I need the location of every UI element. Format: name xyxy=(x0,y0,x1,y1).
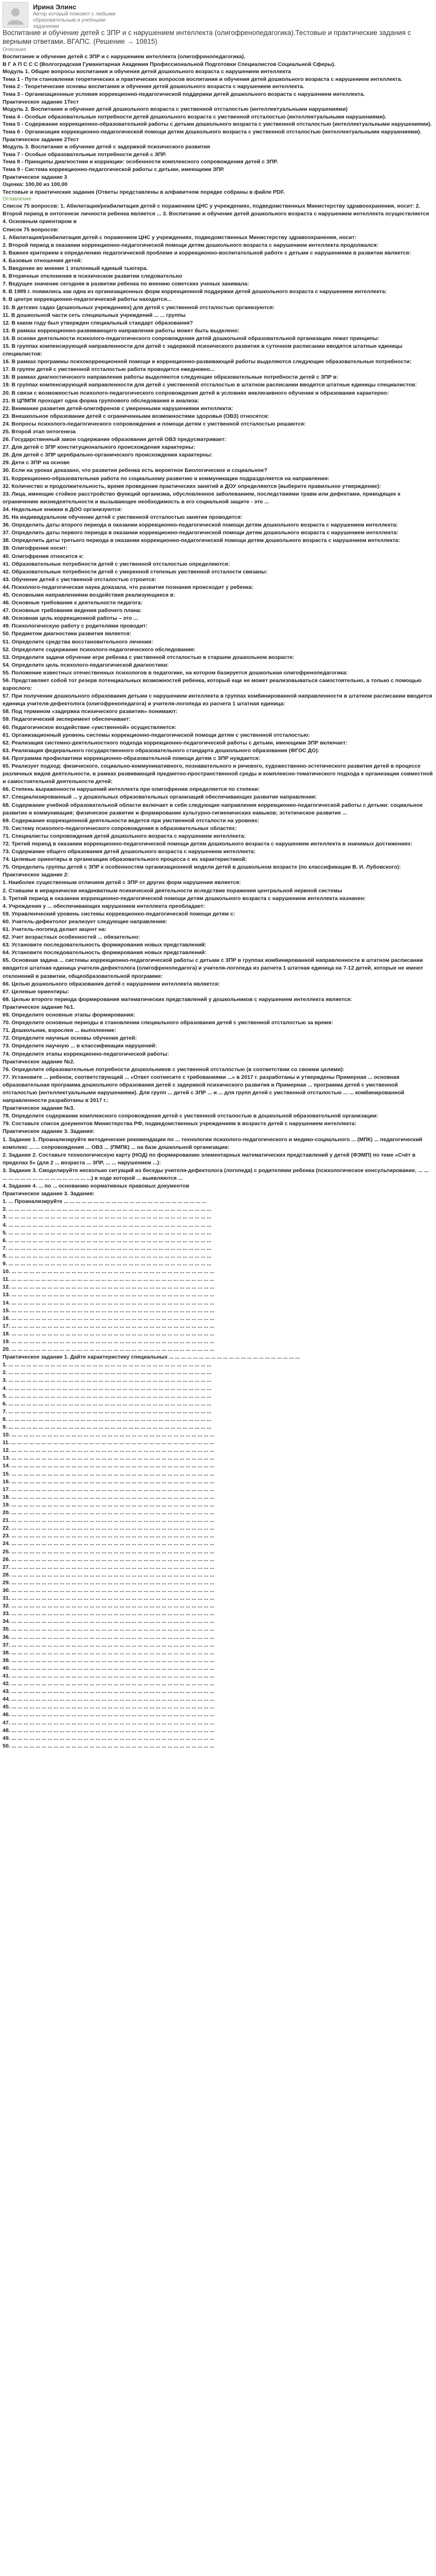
user-silhouette-icon xyxy=(6,5,25,25)
content-line: 24. ... ... ... ... ... ... ... ... ... ... ... ... ... ... ... ... ... ... ... ... ... ... ... ... ... ... ... ... ... ... ... ... ... ... xyxy=(3,1540,215,1547)
content-line: 56. Представляет собой тот резерв потенциальных возможностей ребенка, который еще не может реализовываться самостоятельно, а только с помощью взрослого: xyxy=(3,677,422,692)
content-line: 73. Содержание общего образования детей дошкольного возраста с нарушением интеллекта: xyxy=(3,849,256,855)
content-line: 3. Важнее критерием к определению педагогической проблеме и коррекционно-воспитательной работе с детьми с нарушениями в развитии является: xyxy=(3,249,411,256)
content-line: 58. Под термином «задержка психического развития» понимают: xyxy=(3,708,178,715)
author-description: Автор который поможет с любыми образовательным и учебными заданиями xyxy=(33,11,116,29)
content-line: 25. Второй этап онтогенеза xyxy=(3,429,76,435)
description-line: Тема 7 - Особые образовательные потребности детей с ЗПР. xyxy=(3,151,166,158)
content-section xyxy=(3,202,433,1750)
content-line: 7. ... ... ... ... ... ... ... ... ... ... ... ... ... ... ... ... ... ... ... ... ... ... ... ... ... ... ... ... ... ... ... ... ... ... xyxy=(3,1245,212,1251)
content-line: 17. В группе детей с умственной отсталостью работа проводится ежедневно... xyxy=(3,366,215,373)
content-line: 69. Определите основные этапы формирования: xyxy=(3,1012,135,1019)
content-line: 47. ... ... ... ... ... ... ... ... ... ... ... ... ... ... ... ... ... ... ... ... ... ... ... ... ... ... ... ... ... ... ... ... ... ... xyxy=(3,1719,215,1726)
content-line: 65. Основная задача ... системы коррекционно-педагогической работы с детьми с ЗПР в группах комбинированной направленности в штатном расписании вводится штатная единица учителя-дефектолога (олигофренопедагога) и учителя-логопеда из расчета 1 штатная единица на 7-12 детей, которые не имеют отклонений в развитии, общеобразовательной программе: xyxy=(3,957,424,979)
content-line: 8. ... ... ... ... ... ... ... ... ... ... ... ... ... ... ... ... ... ... ... ... ... ... ... ... ... ... ... ... ... ... ... ... ... ... xyxy=(3,1416,212,1422)
content-line: 48. ... ... ... ... ... ... ... ... ... ... ... ... ... ... ... ... ... ... ... ... ... ... ... ... ... ... ... ... ... ... ... ... ... ... xyxy=(3,1727,215,1734)
content-line: 68. Содержание учебной образовательной области включает в себя следующие направления коррекционно-педагогической работы с детьми: социальное развитие и коммуникация; физическое развитие и формирование культурно-гигиенических навыков; эстетическое развитие ... xyxy=(3,802,423,816)
content-line: 28. ... ... ... ... ... ... ... ... ... ... ... ... ... ... ... ... ... ... ... ... ... ... ... ... ... ... ... ... ... ... ... ... ... ... xyxy=(3,1571,215,1578)
content-line: 14. В основе деятельности психолого-педагогического сопровождения детей дошкольной образовательной организации лежат принципы: xyxy=(3,335,379,342)
content-line: Практическое задание №2. xyxy=(3,1058,75,1065)
content-line: 13. ... ... ... ... ... ... ... ... ... ... ... ... ... ... ... ... ... ... ... ... ... ... ... ... ... ... ... ... ... ... ... ... ... ... xyxy=(3,1455,215,1462)
content-line: 32. ... ... ... ... ... ... ... ... ... ... ... ... ... ... ... ... ... ... ... ... ... ... ... ... ... ... ... ... ... ... ... ... ... ... xyxy=(3,1603,215,1609)
content-line: 11. ... ... ... ... ... ... ... ... ... ... ... ... ... ... ... ... ... ... ... ... ... ... ... ... ... ... ... ... ... ... ... ... ... ... xyxy=(3,1439,214,1446)
content-line: 60. Педагогическое воздействие «умственной» осуществляется: xyxy=(3,724,177,731)
content-line: 33. Лица, имеющие стойкое расстройство функций организма, обусловленное заболеванием, последствиями травм или дефектами, приводящее к ограничению жизнедеятельности и вызывающее необходимость в его социальной защите - это ... xyxy=(3,490,400,505)
content-line: 73. Определите научную ... в классификации нарушений: xyxy=(3,1043,157,1049)
content-line: 17. ... ... ... ... ... ... ... ... ... ... ... ... ... ... ... ... ... ... ... ... ... ... ... ... ... ... ... ... ... ... ... ... ... ... xyxy=(3,1486,215,1493)
content-line: 66. Степень выраженности нарушений интеллекта при олигофрении определяется по степени: xyxy=(3,786,260,793)
description-line: Модуль 2. Воспитание и обучение детей дошкольного возраста с умственной отсталостью (интеллектуальными нарушениями) xyxy=(3,106,348,113)
content-line: 18. ... ... ... ... ... ... ... ... ... ... ... ... ... ... ... ... ... ... ... ... ... ... ... ... ... ... ... ... ... ... ... ... ... ... xyxy=(3,1494,215,1500)
content-line: 20. В связи с возможностью психолого-педагогического сопровождения детей в условиях инклюзивного обучения и образования характерно: xyxy=(3,389,389,396)
content-line: 71. Специалисты сопровождения детей дошкольного возраста с нарушением интеллекта: xyxy=(3,833,246,839)
content-line: 9. В центре коррекционно-педагогической работы находится... xyxy=(3,296,171,303)
content-line: 3. ... ... ... ... ... ... ... ... ... ... ... ... ... ... ... ... ... ... ... ... ... ... ... ... ... ... ... ... ... ... ... ... ... ... xyxy=(3,1377,212,1384)
content-line: 54. Определите цель психолого-педагогической диагностики: xyxy=(3,662,169,668)
toc-label: Оглавление xyxy=(3,196,31,202)
author-info xyxy=(33,2,123,30)
content-line: 23. ... ... ... ... ... ... ... ... ... ... ... ... ... ... ... ... ... ... ... ... ... ... ... ... ... ... ... ... ... ... ... ... ... ... xyxy=(3,1533,215,1539)
content-line: 50. ... ... ... ... ... ... ... ... ... ... ... ... ... ... ... ... ... ... ... ... ... ... ... ... ... ... ... ... ... ... ... ... ... ... xyxy=(3,1742,215,1749)
content-line: 19. В группах компенсирующей направленности для детей с умственной отсталостью в штатном расписании вводятся штатные единицы специалистов: xyxy=(3,382,417,388)
content-line: 67. Целевые ориентиры: xyxy=(3,988,69,995)
content-line: 37. ... ... ... ... ... ... ... ... ... ... ... ... ... ... ... ... ... ... ... ... ... ... ... ... ... ... ... ... ... ... ... ... ... ... xyxy=(3,1641,215,1648)
content-line: 74. Целевые ориентиры в организации образовательного процесса с их характеристикой: xyxy=(3,856,247,863)
content-line: 72. Третий период в оказании коррекционно-педагогической помощи детям дошкольного возраста с нарушением интеллекта в значимых достижениях: xyxy=(3,840,413,847)
content-line: 36. ... ... ... ... ... ... ... ... ... ... ... ... ... ... ... ... ... ... ... ... ... ... ... ... ... ... ... ... ... ... ... ... ... ... xyxy=(3,1634,215,1640)
content-line: 37. Определить даты первого периода в оказании коррекционно-педагогической помощи детям дошкольного возраста с нарушением интеллекта: xyxy=(3,530,398,536)
content-line: 61. Организационный уровень системы коррекционно-педагогической помощи детям с умственной отсталостью: xyxy=(3,732,310,738)
content-line: 69. Содержание коррекционной деятельности ведется при умственной отсталости на уровнях: xyxy=(3,817,259,824)
content-line: 52. Определите содержание психолого-педагогического обследования: xyxy=(3,646,196,653)
content-line: 3. Третий период в оказании коррекционно-педагогической помощи детям дошкольного возраста с нарушением интеллекта назначен: xyxy=(3,895,366,902)
content-line: 44. Психолого-педагогическая наука доказала, что развитие познания происходит у ребенка: xyxy=(3,584,254,590)
content-line: 11. В дошкольной части сеть специальных учреждений ... ... группы xyxy=(3,312,186,318)
content-line: 13. ... ... ... ... ... ... ... ... ... ... ... ... ... ... ... ... ... ... ... ... ... ... ... ... ... ... ... ... ... ... ... ... ... ... xyxy=(3,1292,215,1298)
content-line: 55. Положение известных отечественных психологов в педагогике, на котором базируется дошкольная олигофренопедагогика: xyxy=(3,669,348,676)
content-line: 18. ... ... ... ... ... ... ... ... ... ... ... ... ... ... ... ... ... ... ... ... ... ... ... ... ... ... ... ... ... ... ... ... ... ... xyxy=(3,1330,215,1337)
description-line: Тема 1 - Пути становления теоретических и практических вопросов воспитания и обучения детей дошкольного возраста с нарушением интеллекта. xyxy=(3,76,403,82)
content-line: 63. Реализация федерального государственного образовательного стандарта дошкольного образования (ФГОС ДО): xyxy=(3,747,320,754)
content-line: 33. ... ... ... ... ... ... ... ... ... ... ... ... ... ... ... ... ... ... ... ... ... ... ... ... ... ... ... ... ... ... ... ... ... ... xyxy=(3,1611,215,1617)
content-line: 4. ... ... ... ... ... ... ... ... ... ... ... ... ... ... ... ... ... ... ... ... ... ... ... ... ... ... ... ... ... ... ... ... ... ... xyxy=(3,1385,212,1392)
content-line: 1. ... Проанализируйте ... ... ... ... ... ... ... ... ... ... ... ... ... ... ... ... ... ... ... ... ... ... ... ... xyxy=(3,1198,207,1205)
content-line: 76. Определите образовательные потребности дошкольников с умственной отсталостью (в соответствии со своими целями): xyxy=(3,1066,345,1073)
content-line: 53. Определите задачи обучение игре ребенка с умственной отсталостью в старшем дошкольном возрасте: xyxy=(3,654,294,660)
content-line: 26. ... ... ... ... ... ... ... ... ... ... ... ... ... ... ... ... ... ... ... ... ... ... ... ... ... ... ... ... ... ... ... ... ... ... xyxy=(3,1556,215,1563)
content-line: 32. Количество и продолжительность, время проведения практических занятий в ДОУ определяются (выберите правильное утверждение): xyxy=(3,483,381,489)
content-line: 6. ... ... ... ... ... ... ... ... ... ... ... ... ... ... ... ... ... ... ... ... ... ... ... ... ... ... ... ... ... ... ... ... ... ... xyxy=(3,1237,212,1244)
content-line: 16. ... ... ... ... ... ... ... ... ... ... ... ... ... ... ... ... ... ... ... ... ... ... ... ... ... ... ... ... ... ... ... ... ... ... xyxy=(3,1478,215,1485)
content-line: 10. ... ... ... ... ... ... ... ... ... ... ... ... ... ... ... ... ... ... ... ... ... ... ... ... ... ... ... ... ... ... ... ... ... ... xyxy=(3,1268,215,1275)
description-line: Тема 2 - Теоретические основы воспитания и обучения детей дошкольного возраста с нарушением интеллекта. xyxy=(3,83,304,90)
content-line: 15. ... ... ... ... ... ... ... ... ... ... ... ... ... ... ... ... ... ... ... ... ... ... ... ... ... ... ... ... ... ... ... ... ... ... xyxy=(3,1307,215,1314)
content-line: Список 75 вопросов: xyxy=(3,226,59,233)
content-line: 27. ... ... ... ... ... ... ... ... ... ... ... ... ... ... ... ... ... ... ... ... ... ... ... ... ... ... ... ... ... ... ... ... ... ... xyxy=(3,1564,215,1570)
content-line: 35. На индивидуальном обучении детей с умственной отсталостью занятия проводятся: xyxy=(3,514,242,521)
content-line: 40. Олигофрения относится к: xyxy=(3,553,84,560)
content-line: 17. ... ... ... ... ... ... ... ... ... ... ... ... ... ... ... ... ... ... ... ... ... ... ... ... ... ... ... ... ... ... ... ... ... ... xyxy=(3,1323,215,1329)
content-line: 40. ... ... ... ... ... ... ... ... ... ... ... ... ... ... ... ... ... ... ... ... ... ... ... ... ... ... ... ... ... ... ... ... ... ... xyxy=(3,1665,215,1671)
content-line: 15. ... ... ... ... ... ... ... ... ... ... ... ... ... ... ... ... ... ... ... ... ... ... ... ... ... ... ... ... ... ... ... ... ... ... xyxy=(3,1470,215,1477)
description-line: Тема 4 - Особые образовательные потребности детей дошкольного возраста с умственной отсталостью (интеллектуальными нарушениями). xyxy=(3,113,387,120)
content-line: 38. ... ... ... ... ... ... ... ... ... ... ... ... ... ... ... ... ... ... ... ... ... ... ... ... ... ... ... ... ... ... ... ... ... ... xyxy=(3,1649,215,1656)
content-line: 31. Коррекционно-образовательная работа по социальному развитию и коммуникации подразделяется на направления: xyxy=(3,475,329,482)
content-line: 36. Определить даты второго периода в оказании коррекционно-педагогической помощи детям дошкольного возраста с нарушением интеллекта: xyxy=(3,522,398,529)
content-line: 7. Ведущее значение сегодняя в развитии ребенка по мнению советских ученых занимала: xyxy=(3,281,249,287)
description-line: Воспитание и обучение детей с ЗПР и с нарушением интеллекта (олигофренопедагогика). xyxy=(3,54,246,60)
content-line: 62. Реализация системно-деятельностного подхода коррекционно-педагогической работы с детьми, имеющими ЗПР включает: xyxy=(3,739,347,746)
content-line: 5. ... ... ... ... ... ... ... ... ... ... ... ... ... ... ... ... ... ... ... ... ... ... ... ... ... ... ... ... ... ... ... ... ... ... xyxy=(3,1229,212,1236)
content-line: 59. Управленческий уровень системы коррекционно-педагогической помощи детям с: xyxy=(3,910,235,917)
content-line: 27. Для детей с ЗПР конституционального происхождения характерны: xyxy=(3,444,196,451)
content-line: 2. Ставшим в иерархически неадекватным психической деятельности вследствие поражения центральной нервной системы xyxy=(3,887,342,894)
content-line: 7. ... ... ... ... ... ... ... ... ... ... ... ... ... ... ... ... ... ... ... ... ... ... ... ... ... ... ... ... ... ... ... ... ... ... xyxy=(3,1408,212,1415)
description-line: Модуль 3. Воспитание и обучение детей с задержкой психического развития xyxy=(3,144,211,150)
description-line: Практическое задание 1Тест xyxy=(3,98,79,105)
content-line: 20. ... ... ... ... ... ... ... ... ... ... ... ... ... ... ... ... ... ... ... ... ... ... ... ... ... ... ... ... ... ... ... ... ... ... xyxy=(3,1346,215,1353)
content-line: 41. Образовательные потребности детей с умственной отсталостью определяются: xyxy=(3,561,230,567)
content-line: 50. Предметом диагностики развития является: xyxy=(3,631,131,637)
content-line: 4. Учреждения у ... обеспечивающих нарушением интеллекта преобладает: xyxy=(3,903,205,909)
content-line: 71. Дошкольник, взрослея ... выполнение: xyxy=(3,1027,116,1034)
content-line: 10. ... ... ... ... ... ... ... ... ... ... ... ... ... ... ... ... ... ... ... ... ... ... ... ... ... ... ... ... ... ... ... ... ... ... xyxy=(3,1432,215,1438)
content-line: 18. В рамках диагностического направления работы выделяются следующие образовательные потребности детей с ЗПР в: xyxy=(3,374,339,381)
description-line: Тема 6 - Организация коррекционно-педагогической помощи детям дошкольного возраста с умственной отсталостью (интеллектуальными нарушениями). xyxy=(3,128,422,135)
content-line: 12. ... ... ... ... ... ... ... ... ... ... ... ... ... ... ... ... ... ... ... ... ... ... ... ... ... ... ... ... ... ... ... ... ... ... xyxy=(3,1447,215,1454)
content-line: 8. В 1989 г. появились как одна из организационных форм коррекционной поддержки детей дошкольного возраста с нарушением интеллекта: xyxy=(3,289,387,295)
description-section xyxy=(3,53,433,196)
description-line: Оценка: 100,00 из 100,00 xyxy=(3,181,68,188)
content-line: Практическое задание 1. Дайте характеристику специальных ... ... ... ... ... ... ... ... ... ... ... ... ... ... ... ... ... ... ... ... ... ... xyxy=(3,1354,300,1361)
content-line: 74. Определите этапы коррекционно-педагогической работы: xyxy=(3,1050,169,1057)
content-line: 42. ... ... ... ... ... ... ... ... ... ... ... ... ... ... ... ... ... ... ... ... ... ... ... ... ... ... ... ... ... ... ... ... ... ... xyxy=(3,1681,215,1687)
content-line: 16. В рамках программы психокоррекционной помощи и коррекционно-развивающей работы выделяются следующие образовательные потребности: xyxy=(3,359,412,365)
description-line: Тема 8 - Принципы диагностики и коррекции: особенности комплексного сопровождения детей с ЗПР. xyxy=(3,159,278,165)
content-line: Практическое задание 3. Задания: xyxy=(3,1191,95,1197)
description-label: Описание xyxy=(3,47,27,53)
content-line: 14. ... ... ... ... ... ... ... ... ... ... ... ... ... ... ... ... ... ... ... ... ... ... ... ... ... ... ... ... ... ... ... ... ... ... xyxy=(3,1299,215,1306)
content-line: 35. ... ... ... ... ... ... ... ... ... ... ... ... ... ... ... ... ... ... ... ... ... ... ... ... ... ... ... ... ... ... ... ... ... ... xyxy=(3,1626,215,1633)
content-line: 43. Обучение детей с умственной отсталостью строится: xyxy=(3,576,156,583)
content-line: 47. Основные требования ведения рабочего плана: xyxy=(3,607,142,614)
avatar[interactable] xyxy=(3,2,28,28)
description-line: Тестовые и практические задания (Ответы представлены в алфавитном порядке собраны в файле PDF. xyxy=(3,189,285,195)
content-line: 45. Основными направлениями воздействия реализующиеся в: xyxy=(3,591,176,598)
content-line: 22. Внимание развития детей-олигофренов с умеренными нарушениями интеллекта: xyxy=(3,405,233,412)
description-line: В Г А П С С С (Волгоградская Гуманитарная Академия Профессиональной Подготовки Специалистов Социальной Сферы). xyxy=(3,61,336,67)
content-line: 9. ... ... ... ... ... ... ... ... ... ... ... ... ... ... ... ... ... ... ... ... ... ... ... ... ... ... ... ... ... ... ... ... ... ... xyxy=(3,1261,212,1267)
content-line: 6. Вторичные отклонения в психическом развитии следовательно xyxy=(3,273,183,280)
content-line: 72. Определите научные основы обучения детей: xyxy=(3,1035,137,1042)
content-line: 26. Государственный закон содержание образования детей ОВЗ предусматривает: xyxy=(3,436,226,443)
content-line: 21. В ЦПМПК проходит одна форма группового обследования и анализа: xyxy=(3,397,199,404)
content-line: 16. ... ... ... ... ... ... ... ... ... ... ... ... ... ... ... ... ... ... ... ... ... ... ... ... ... ... ... ... ... ... ... ... ... ... xyxy=(3,1315,215,1321)
content-line: 12. ... ... ... ... ... ... ... ... ... ... ... ... ... ... ... ... ... ... ... ... ... ... ... ... ... ... ... ... ... ... ... ... ... ... xyxy=(3,1284,215,1291)
content-line: 43. ... ... ... ... ... ... ... ... ... ... ... ... ... ... ... ... ... ... ... ... ... ... ... ... ... ... ... ... ... ... ... ... ... ... xyxy=(3,1688,215,1695)
content-line: 11. ... ... ... ... ... ... ... ... ... ... ... ... ... ... ... ... ... ... ... ... ... ... ... ... ... ... ... ... ... ... ... ... ... ... xyxy=(3,1276,214,1283)
description-line: Практическое задание 2Тест xyxy=(3,136,79,143)
author-block xyxy=(3,2,433,28)
content-line: 78. Определите содержание комплексного сопровождения детей с умственной отсталостью в дошкольной образовательной организации: xyxy=(3,1113,378,1120)
content-line: 23. Внешкольное образование детей с ограниченными возможностями здоровья (ОВЗ) относятся: xyxy=(3,413,269,419)
content-line: 12. В каком году был утвержден специальный стандарт образования? xyxy=(3,319,193,326)
content-line: 2. ... ... ... ... ... ... ... ... ... ... ... ... ... ... ... ... ... ... ... ... ... ... ... ... ... ... ... ... ... ... ... ... ... ... xyxy=(3,1206,212,1213)
content-line: 4. ... ... ... ... ... ... ... ... ... ... ... ... ... ... ... ... ... ... ... ... ... ... ... ... ... ... ... ... ... ... ... ... ... ... xyxy=(3,1222,212,1228)
content-line: 61. Учитель-логопед делает акцент на: xyxy=(3,926,107,933)
content-line: 51. Определите средства восстановительного лечения: xyxy=(3,638,153,645)
content-line: 63. Установите последовательность формирования новых представлений: xyxy=(3,942,207,948)
description-line: Тема 9 - Система коррекционно-педагогической работы с детьми, имеющими ЗПР. xyxy=(3,166,224,173)
content-line: 9. ... ... ... ... ... ... ... ... ... ... ... ... ... ... ... ... ... ... ... ... ... ... ... ... ... ... ... ... ... ... ... ... ... ... xyxy=(3,1424,212,1430)
content-line: 34. ... ... ... ... ... ... ... ... ... ... ... ... ... ... ... ... ... ... ... ... ... ... ... ... ... ... ... ... ... ... ... ... ... ... xyxy=(3,1618,215,1625)
content-line: 49. ... ... ... ... ... ... ... ... ... ... ... ... ... ... ... ... ... ... ... ... ... ... ... ... ... ... ... ... ... ... ... ... ... ... xyxy=(3,1735,215,1741)
page-title: Воспитание и обучение детей с ЗПР и с нарушением интеллекта (олигофренопедагогика).Тестовые и практические задания с верными ответами. ВГАПС. (Решение → 10815) xyxy=(3,29,411,45)
content-line: 1. Абилитация/реабилитация детей с поражением ЦНС у учреждениях, подведомственных Министерству здравоохранения, носит: xyxy=(3,234,357,241)
content-line: 45. ... ... ... ... ... ... ... ... ... ... ... ... ... ... ... ... ... ... ... ... ... ... ... ... ... ... ... ... ... ... ... ... ... ... xyxy=(3,1704,215,1710)
content-line: 19. ... ... ... ... ... ... ... ... ... ... ... ... ... ... ... ... ... ... ... ... ... ... ... ... ... ... ... ... ... ... ... ... ... ... xyxy=(3,1338,215,1345)
content-line: Практическое задание 2: xyxy=(3,872,69,878)
content-line: 6. ... ... ... ... ... ... ... ... ... ... ... ... ... ... ... ... ... ... ... ... ... ... ... ... ... ... ... ... ... ... ... ... ... ... xyxy=(3,1400,212,1407)
content-line: 24. Вопросы психолого-педагогического сопровождения и помощи детям с умственной отсталостью решаются: xyxy=(3,420,306,427)
content-line: 13. В рамках коррекционно-развивающего направления работы может быть выделено: xyxy=(3,327,239,334)
content-line: 65. Реализует подход: физического, социально-коммуникативного, познавательного и речевого, художественно-эстетического развития детей в процессе различных видов деятельности, в рамках развивающей предметно-пространственной среды и комплексно-тематического подхода к организации совместной и самостоятельной деятельности детей: xyxy=(3,763,433,785)
content-line: Практическое задание 3. Задания: xyxy=(3,1128,95,1135)
content-line: 39. ... ... ... ... ... ... ... ... ... ... ... ... ... ... ... ... ... ... ... ... ... ... ... ... ... ... ... ... ... ... ... ... ... ... xyxy=(3,1657,215,1664)
content-line: 70. Определите основные периоды в становлении специального образования детей с умственной отсталостью за время: xyxy=(3,1020,334,1026)
content-line: 29. Дети с ЗПР на основе xyxy=(3,460,70,466)
content-line: 19. ... ... ... ... ... ... ... ... ... ... ... ... ... ... ... ... ... ... ... ... ... ... ... ... ... ... ... ... ... ... ... ... ... ... xyxy=(3,1501,215,1508)
content-line: 64. Установите последовательность формирования новых представлений: xyxy=(3,950,207,956)
content-line: 5. ... ... ... ... ... ... ... ... ... ... ... ... ... ... ... ... ... ... ... ... ... ... ... ... ... ... ... ... ... ... ... ... ... ... xyxy=(3,1393,212,1399)
content-line: 29. ... ... ... ... ... ... ... ... ... ... ... ... ... ... ... ... ... ... ... ... ... ... ... ... ... ... ... ... ... ... ... ... ... ... xyxy=(3,1579,215,1586)
content-line: 46. Основные требования к деятельности педагога: xyxy=(3,600,143,606)
description-line: Тема 3 - Организационные условия коррекционно-педагогической поддержки детей дошкольного возраста с нарушением интеллекта. xyxy=(3,91,365,97)
content-line: 2. ... ... ... ... ... ... ... ... ... ... ... ... ... ... ... ... ... ... ... ... ... ... ... ... ... ... ... ... ... ... ... ... ... ... xyxy=(3,1369,212,1376)
content-line: 10. В детских садах (дошкольных учреждениях) для детей с умственной отсталостью организуются: xyxy=(3,304,275,311)
content-line: 75. Определить группы детей с ЗПР к особенностям организационной модели детей в дошкольном возрасте (по классификации В. И. Лубовского): xyxy=(3,864,401,871)
content-line: Практическое задание №3. xyxy=(3,1105,75,1112)
content-line: 30. ... ... ... ... ... ... ... ... ... ... ... ... ... ... ... ... ... ... ... ... ... ... ... ... ... ... ... ... ... ... ... ... ... ... xyxy=(3,1587,215,1594)
content-line: 59. Педагогический эксперимент обеспечивает: xyxy=(3,716,131,723)
content-line: 42. Образовательные потребности детей с умеренной степенью умственной отсталости связаны: xyxy=(3,568,268,575)
content-line: 44. ... ... ... ... ... ... ... ... ... ... ... ... ... ... ... ... ... ... ... ... ... ... ... ... ... ... ... ... ... ... ... ... ... ... xyxy=(3,1696,215,1703)
description-line: Модуль 1. Общие вопросы воспитания и обучения детей дошкольного возраста с нарушением интеллекта xyxy=(3,69,291,75)
content-line: 4. Задание 4. ... по ... основанию нормативных правовых документов xyxy=(3,1183,189,1190)
content-line: 64. Программа профилактики коррекционно-образовательной помощи детям с ЗПР нуждается: xyxy=(3,755,260,761)
content-line: 2. Задание 2. Составьте технологическую карту (НОД) по формированию элементарных математических представлений у детей (ФЭМП) по теме «Счёт в пределах 5» (для 2 ... возраста ... ЗПР, ... ... нарушением ...): xyxy=(3,1151,416,1166)
content-line: 49. Психологическую работу с родителями проводит: xyxy=(3,623,148,630)
content-intro: Список 75 вопросов: 1. Абилитация/реабилитация детей с поражением ЦНС у учреждениях, подведомственных Министерству здравоохранения, носит: 2. Второй период в онтогенезе личности ребенка является ... 3. Воспитание и обучение детей дошкольного возраста с нарушением интеллекта осуществляется 4. Основным ориентиром в xyxy=(3,203,429,225)
content-line: 3. Задание 3. Смоделируйте несколько ситуаций из беседы учителя-дефектолога (логопеда) с родителями ребенка (психологическое консультирование, ... ... ... ... ... ... ... ... ... ... ... ... ... ... ... ... ...) в ходе которой ... выявляются ... xyxy=(3,1167,429,1181)
content-line: 1. Задание 1. Проанализируйте методические рекомендации по ... технологии психолого-педагогического и медико-социального ... (МПК) ... педагогический комплекс ... ... сопровождения ... ОВЗ ... (ПМПК) ... на базе дошкольной организации: xyxy=(3,1136,423,1150)
content-line: 39. Олигофрения носит: xyxy=(3,545,68,552)
description-line: Практическое задание 3 xyxy=(3,174,67,180)
content-line: 48. Основная цель коррекционной работы – это ... xyxy=(3,615,138,622)
content-line: 79. Составьте список документов Министерства РФ, подведомственных учреждениям в возрасте детей с нарушением интеллекта: xyxy=(3,1121,357,1127)
content-line: 21. ... ... ... ... ... ... ... ... ... ... ... ... ... ... ... ... ... ... ... ... ... ... ... ... ... ... ... ... ... ... ... ... ... ... xyxy=(3,1517,215,1524)
content-line: Практическое задание №1. xyxy=(3,1004,75,1010)
content-line: 1. Наиболее существенным отличием детей с ЗПР от других форм нарушения является: xyxy=(3,879,241,886)
content-line: 4. Базовые отношения детей: xyxy=(3,257,82,264)
content-line: 41. ... ... ... ... ... ... ... ... ... ... ... ... ... ... ... ... ... ... ... ... ... ... ... ... ... ... ... ... ... ... ... ... ... ... xyxy=(3,1673,215,1679)
content-line: 5. Введение во мнение 1 эталонный единый тьютера. xyxy=(3,265,148,272)
content-line: 34. Недельные книжки в ДОО организуются: xyxy=(3,506,123,513)
content-line: 38. Определить даты третьего периода в оказании коррекционно-педагогической помощи детям дошкольного возраста с нарушением интеллекта: xyxy=(3,537,400,544)
content-line: 14. ... ... ... ... ... ... ... ... ... ... ... ... ... ... ... ... ... ... ... ... ... ... ... ... ... ... ... ... ... ... ... ... ... ... xyxy=(3,1463,215,1469)
content-line: 1. ... ... ... ... ... ... ... ... ... ... ... ... ... ... ... ... ... ... ... ... ... ... ... ... ... ... ... ... ... ... ... ... ... ... xyxy=(3,1362,212,1368)
content-line: 8. ... ... ... ... ... ... ... ... ... ... ... ... ... ... ... ... ... ... ... ... ... ... ... ... ... ... ... ... ... ... ... ... ... ... xyxy=(3,1252,212,1259)
author-name[interactable]: Ирина Элинс xyxy=(33,3,77,11)
description-line: Тема 5 - Содержание коррекционно-образовательной работы с детьми дошкольного возраста с умственной отсталостью (интеллектуальными нарушениями). xyxy=(3,121,432,128)
content-line: 25. ... ... ... ... ... ... ... ... ... ... ... ... ... ... ... ... ... ... ... ... ... ... ... ... ... ... ... ... ... ... ... ... ... ... xyxy=(3,1548,215,1555)
content-line: 60. Учитель-дефектолог реализует следующие направления: xyxy=(3,918,167,925)
content-line: 3. ... ... ... ... ... ... ... ... ... ... ... ... ... ... ... ... ... ... ... ... ... ... ... ... ... ... ... ... ... ... ... ... ... ... xyxy=(3,1214,212,1221)
content-line: 22. ... ... ... ... ... ... ... ... ... ... ... ... ... ... ... ... ... ... ... ... ... ... ... ... ... ... ... ... ... ... ... ... ... ... xyxy=(3,1525,215,1532)
content-line: 62. Учет возрастных особенностей ... обязательно: xyxy=(3,934,140,941)
content-line: 15. В группах компенсирующей направленности для детей с задержкой психического развития в суточном расписании вводятся штатные единицы специалистов: xyxy=(3,343,403,358)
content-line: 66. Целью дошкольного образования детей с нарушением интеллекта является: xyxy=(3,980,220,987)
content-line: 70. Систему психолого-педагогического сопровождения в образовательных областях: xyxy=(3,825,237,832)
content-line: 31. ... ... ... ... ... ... ... ... ... ... ... ... ... ... ... ... ... ... ... ... ... ... ... ... ... ... ... ... ... ... ... ... ... ... xyxy=(3,1595,215,1602)
content-line: 68. Целью второго периода формирования математических представлений у дошкольников с нарушением интеллекта является: xyxy=(3,996,352,1003)
content-line: 77. Установите ... ребенок, соответствующий ... «Ответ соотнесите с требованиями ...» в 2017 г. разработаны и утверждены Примерная ... основная образовательная программа дошкольного образования детей с задержкой психического развития и Примерная ... программа детей с умственной отсталостью (интеллектуальными нарушениями). Для групп ... детей с ЗПР ... и ... для групп детей с умственной отсталостью ... ... комбинированной направленности разработаны в 2017 г.: xyxy=(3,1074,405,1104)
content-line: 67. Специализированный ... у дошкольных образовательных организаций обеспечивающих развитие направления: xyxy=(3,794,317,801)
content-line: 28. Для детей с ЗПР церебрально-органического происхождения характерны: xyxy=(3,452,213,459)
content-line: 46. ... ... ... ... ... ... ... ... ... ... ... ... ... ... ... ... ... ... ... ... ... ... ... ... ... ... ... ... ... ... ... ... ... ... xyxy=(3,1711,215,1718)
content-line: 2. Второй период в оказании коррекционно-педагогической помощи детям дошкольного возраста с нарушением интеллекта продолжался: xyxy=(3,242,379,248)
content-line: 57. При получении дошкольного образования детьми с нарушением интеллекта в группах комбинированной направленности в штатном расписании вводится единица учителя-дефектолога (олигофренопедагога) и учителя-логопеда из расчета 1 штатная единица: xyxy=(3,693,432,707)
content-line: 30. Если на уроках доказано, что развития ребенка есть вероятное Биологическое и социальное? xyxy=(3,467,268,474)
content-line: 20. ... ... ... ... ... ... ... ... ... ... ... ... ... ... ... ... ... ... ... ... ... ... ... ... ... ... ... ... ... ... ... ... ... ... xyxy=(3,1510,215,1516)
